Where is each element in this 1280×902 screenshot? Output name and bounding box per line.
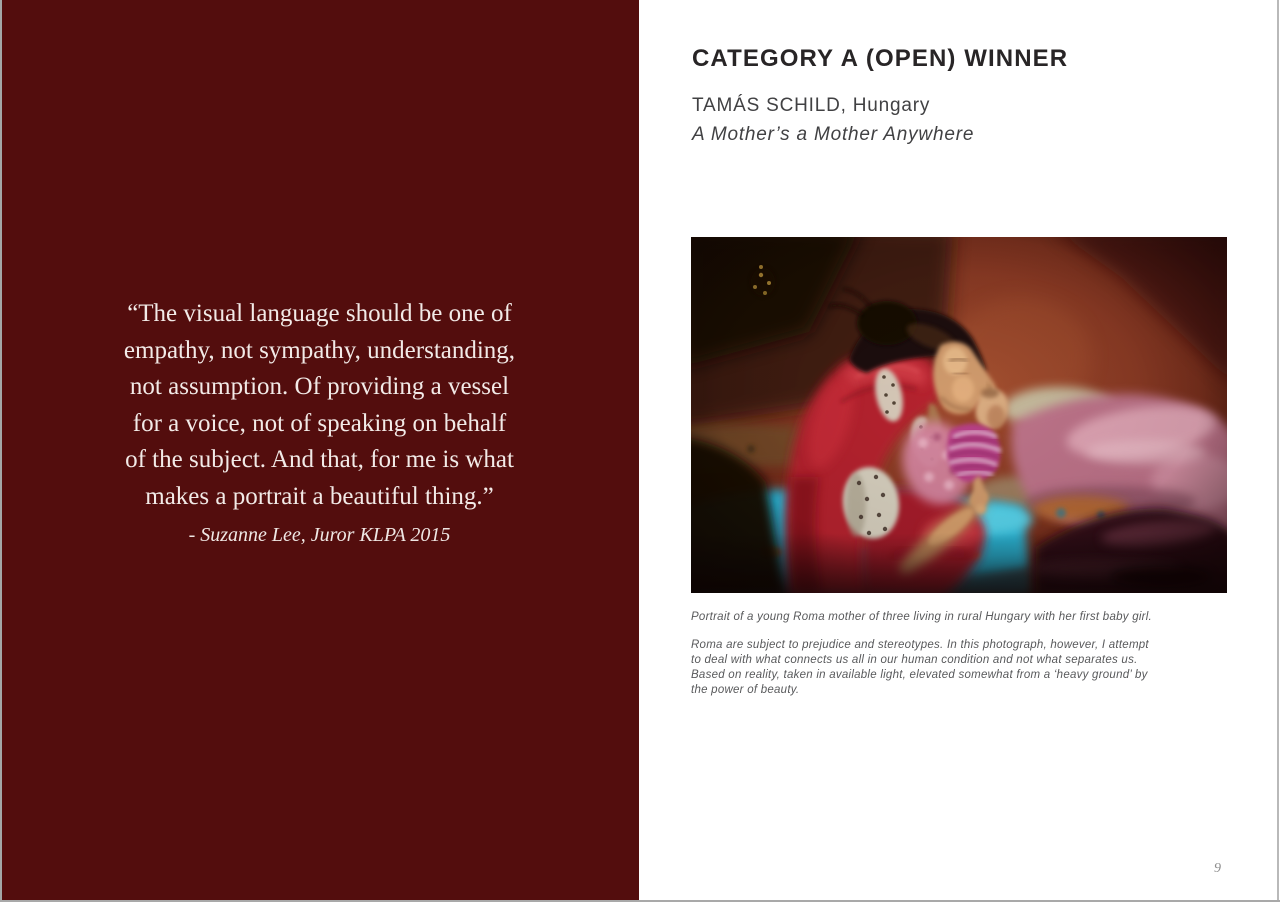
caption-paragraph-2: Roma are subject to prejudice and stereotypes. In this photograph, however, I attempt to deal with what connects us all in our human condition and not what separates us. Based on reality, taken in available light, elevated somewhat from a ‘heavy ground’ by the power of beauty.: [691, 639, 1149, 696]
quote-line: of the subject. And that, for me is what: [125, 446, 514, 473]
quote-line: not assumption. Of providing a vessel: [129, 373, 510, 400]
window-left-edge: [0, 0, 2, 902]
quote-line: for a voice, not of speaking on behalf: [132, 409, 507, 437]
quote-line: “The visual language should be one of: [127, 300, 512, 327]
work-title: A Mother’s a Mother Anywhere: [692, 124, 975, 145]
winner-name: TAMÁS SCHILD, Hungary: [692, 95, 931, 116]
right-winner-page: [639, 0, 1280, 902]
winner-photo: [691, 237, 1227, 593]
page-number: 9: [1214, 861, 1221, 876]
photo-vignette: [691, 237, 1227, 593]
window-right-edge: [1277, 0, 1279, 902]
quote-attribution: - Suzanne Lee, Juror KLPA 2015: [188, 524, 451, 546]
quote-line: makes a portrait a beautiful thing.”: [145, 482, 494, 510]
photo-caption: [691, 610, 1153, 698]
caption-paragraph-1: Portrait of a young Roma mother of three living in rural Hungary with her first baby girl.: [691, 611, 1152, 623]
juror-quote: [0, 296, 639, 550]
quote-line: empathy, not sympathy, understanding,: [123, 336, 516, 364]
category-heading: CATEGORY A (OPEN) WINNER: [692, 45, 1069, 72]
left-quote-page: [0, 0, 639, 902]
